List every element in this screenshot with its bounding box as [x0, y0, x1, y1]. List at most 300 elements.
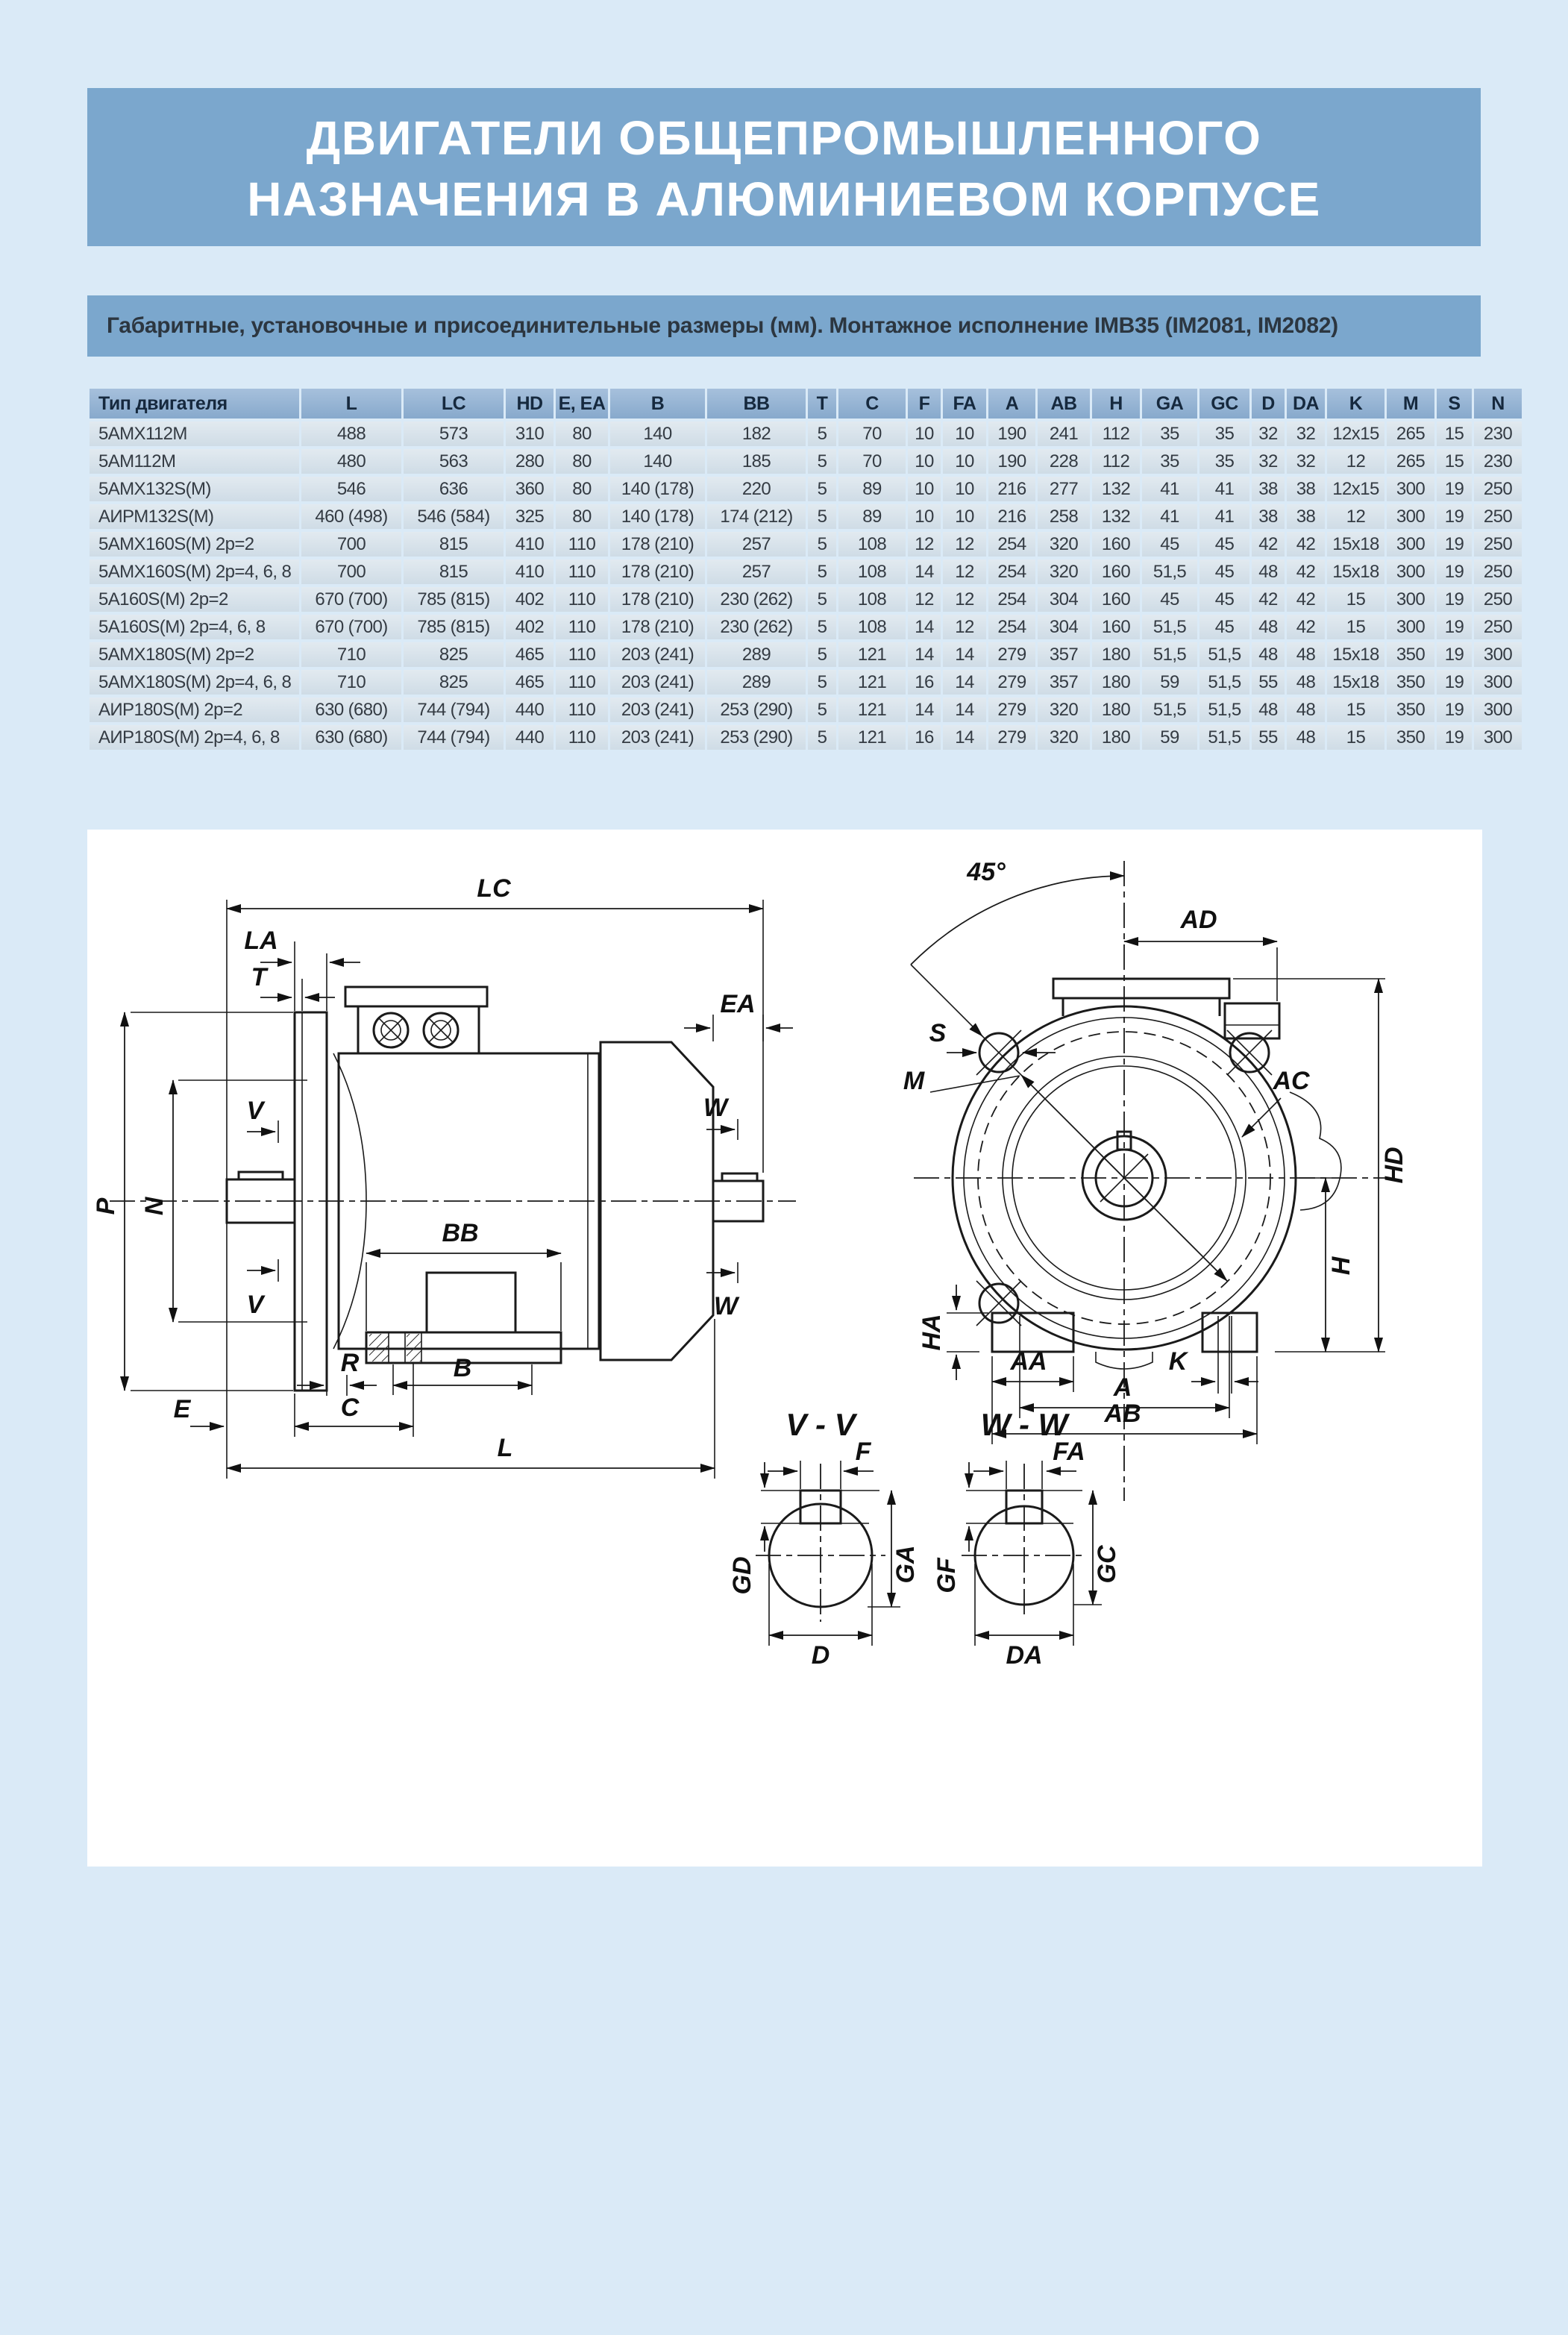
table-row [90, 725, 1522, 750]
dimension-cell: 5 [808, 670, 836, 695]
dimension-cell: 700 [301, 560, 401, 584]
dimension-cell: 51,5 [1199, 698, 1249, 722]
table-header-row [90, 389, 1522, 419]
dimension-cell: 178 (210) [610, 615, 705, 639]
technical-drawing [87, 830, 1482, 1867]
dimension-cell: 70 [838, 421, 906, 446]
dimension-cell: 178 (210) [610, 587, 705, 612]
dimension-cell: 546 [301, 477, 401, 501]
dimension-cell: 19 [1437, 587, 1472, 612]
column-header: K [1327, 389, 1384, 419]
dimension-cell: 241 [1038, 421, 1090, 446]
column-header: DA [1287, 389, 1325, 419]
dimension-cell: 108 [838, 560, 906, 584]
dimension-cell: 180 [1092, 725, 1140, 750]
dimension-cell: 89 [838, 477, 906, 501]
dimension-cell: 14 [943, 670, 986, 695]
dimension-cell: 160 [1092, 615, 1140, 639]
dimension-cell: 180 [1092, 670, 1140, 695]
dimension-cell: 32 [1252, 449, 1285, 474]
column-header: HD [506, 389, 553, 419]
dimension-cell: 563 [404, 449, 504, 474]
column-header: E, EA [556, 389, 608, 419]
dimension-cell: 10 [943, 421, 986, 446]
dimension-cell: 350 [1387, 670, 1434, 695]
dimension-cell: 5 [808, 449, 836, 474]
dimension-cell: 815 [404, 560, 504, 584]
dimension-cell: 402 [506, 587, 553, 612]
table-row [90, 615, 1522, 639]
dimension-cell: 12 [943, 560, 986, 584]
motor-type-cell: 5АМ112М [90, 449, 299, 474]
dimension-cell: 744 (794) [404, 698, 504, 722]
dimension-cell: 160 [1092, 532, 1140, 557]
column-header: AB [1038, 389, 1090, 419]
dimension-cell: 110 [556, 642, 608, 667]
motor-type-cell: 5АМХ180S(М) 2p=4, 6, 8 [90, 670, 299, 695]
column-header: C [838, 389, 906, 419]
dimension-cell: 132 [1092, 504, 1140, 529]
dimension-cell: 320 [1038, 532, 1090, 557]
dimension-cell: 10 [943, 477, 986, 501]
motor-type-cell: 5АМХ180S(М) 2p=2 [90, 642, 299, 667]
motor-type-cell: 5АМХ112М [90, 421, 299, 446]
dimension-cell: 300 [1387, 532, 1434, 557]
dimension-cell: 42 [1252, 587, 1285, 612]
title-banner [87, 88, 1481, 246]
dimension-cell: 300 [1474, 642, 1522, 667]
dimension-cell: 190 [988, 449, 1035, 474]
dimension-cell: 51,5 [1142, 560, 1197, 584]
dimension-cell: 12 [908, 587, 941, 612]
dim-label-hd: HD [1380, 1147, 1408, 1184]
dimension-cell: 320 [1038, 560, 1090, 584]
dimension-cell: 42 [1252, 532, 1285, 557]
dimension-cell: 815 [404, 532, 504, 557]
dimension-cell: 254 [988, 532, 1035, 557]
dim-label-ea: EA [720, 990, 756, 1018]
dimension-cell: 825 [404, 670, 504, 695]
dim-label-bb: BB [442, 1219, 479, 1247]
dimension-cell: 12 [1327, 504, 1384, 529]
dimension-cell: 178 (210) [610, 532, 705, 557]
dimension-cell: 257 [707, 560, 806, 584]
dimension-cell: 5 [808, 504, 836, 529]
dim-label-ga: GA [891, 1545, 920, 1584]
dimension-cell: 121 [838, 698, 906, 722]
table-row [90, 560, 1522, 584]
dimension-cell: 110 [556, 670, 608, 695]
dimension-cell: 357 [1038, 642, 1090, 667]
dimension-cell: 19 [1437, 504, 1472, 529]
dimension-cell: 10 [908, 504, 941, 529]
table-row [90, 449, 1522, 474]
dimension-cell: 279 [988, 670, 1035, 695]
dimension-cell: 15x18 [1327, 560, 1384, 584]
dimension-cell: 51,5 [1142, 698, 1197, 722]
column-header: M [1387, 389, 1434, 419]
dimension-cell: 410 [506, 532, 553, 557]
dimension-cell: 277 [1038, 477, 1090, 501]
dim-label-ac: AC [1273, 1067, 1310, 1095]
dimension-cell: 10 [908, 421, 941, 446]
dimension-cell: 279 [988, 698, 1035, 722]
dimension-cell: 38 [1252, 504, 1285, 529]
dimension-cell: 289 [707, 642, 806, 667]
dimension-cell: 636 [404, 477, 504, 501]
dim-label-a: A [1113, 1373, 1132, 1402]
dimension-cell: 310 [506, 421, 553, 446]
dimension-cell: 5 [808, 532, 836, 557]
dimension-cell: 250 [1474, 504, 1522, 529]
dimension-cell: 32 [1287, 421, 1325, 446]
dimension-cell: 350 [1387, 698, 1434, 722]
dimension-cell: 108 [838, 615, 906, 639]
table-row [90, 504, 1522, 529]
dimension-cell: 15 [1327, 615, 1384, 639]
dimension-cell: 51,5 [1199, 725, 1249, 750]
dimension-cell: 108 [838, 587, 906, 612]
dimension-cell: 80 [556, 504, 608, 529]
dimension-cell: 216 [988, 477, 1035, 501]
dimension-cell: 250 [1474, 587, 1522, 612]
dimension-cell: 230 [1474, 421, 1522, 446]
dimension-cell: 55 [1252, 670, 1285, 695]
subtitle-bar [87, 295, 1481, 357]
dimension-cell: 325 [506, 504, 553, 529]
table-row [90, 670, 1522, 695]
dimension-cell: 254 [988, 615, 1035, 639]
dimension-cell: 112 [1092, 421, 1140, 446]
dimension-cell: 32 [1252, 421, 1285, 446]
dimension-cell: 304 [1038, 587, 1090, 612]
dimension-cell: 51,5 [1142, 615, 1197, 639]
dimension-cell: 38 [1252, 477, 1285, 501]
dimension-cell: 51,5 [1199, 642, 1249, 667]
dimension-cell: 5 [808, 642, 836, 667]
column-header: B [610, 389, 705, 419]
dimension-cell: 5 [808, 560, 836, 584]
table-row [90, 421, 1522, 446]
dim-label-lc: LC [477, 874, 511, 903]
dimension-cell: 573 [404, 421, 504, 446]
dimension-cell: 15x18 [1327, 642, 1384, 667]
column-header: LC [404, 389, 504, 419]
dimension-cell: 5 [808, 587, 836, 612]
dimension-cell: 670 (700) [301, 615, 401, 639]
dimension-cell: 35 [1199, 449, 1249, 474]
dimension-cell: 140 [610, 421, 705, 446]
dimension-cell: 265 [1387, 449, 1434, 474]
dimension-cell: 230 (262) [707, 587, 806, 612]
dimension-cell: 5 [808, 698, 836, 722]
dimension-cell: 785 (815) [404, 615, 504, 639]
dimension-cell: 320 [1038, 725, 1090, 750]
dimension-cell: 360 [506, 477, 553, 501]
dim-label-b: B [453, 1354, 472, 1382]
dimension-cell: 12 [943, 615, 986, 639]
dim-label-h: H [1327, 1256, 1355, 1276]
dimension-cell: 12 [1327, 449, 1384, 474]
section-vv [728, 1407, 920, 1670]
table-row [90, 477, 1522, 501]
table-row [90, 698, 1522, 722]
dimension-cell: 48 [1287, 670, 1325, 695]
dimension-cell: 15x18 [1327, 670, 1384, 695]
column-header: H [1092, 389, 1140, 419]
dimension-cell: 10 [943, 449, 986, 474]
dimension-cell: 48 [1252, 642, 1285, 667]
column-header: FA [943, 389, 986, 419]
dimension-cell: 160 [1092, 560, 1140, 584]
dimension-cell: 465 [506, 670, 553, 695]
column-header: BB [707, 389, 806, 419]
dim-label-fa: FA [1053, 1438, 1085, 1466]
dimension-cell: 670 (700) [301, 587, 401, 612]
dimension-cell: 42 [1287, 615, 1325, 639]
dimension-cell: 45 [1199, 615, 1249, 639]
dim-label-e: E [173, 1395, 191, 1423]
dimension-cell: 108 [838, 532, 906, 557]
dimension-cell: 41 [1199, 504, 1249, 529]
dimension-cell: 15 [1327, 725, 1384, 750]
dimension-cell: 220 [707, 477, 806, 501]
section-title-vv: V - V [785, 1407, 856, 1442]
dimension-cell: 190 [988, 421, 1035, 446]
dimension-cell: 41 [1199, 477, 1249, 501]
dimension-cell: 250 [1474, 615, 1522, 639]
dimension-cell: 112 [1092, 449, 1140, 474]
dimension-cell: 250 [1474, 532, 1522, 557]
dimension-cell: 160 [1092, 587, 1140, 612]
dimension-cell: 19 [1437, 642, 1472, 667]
dimension-cell: 110 [556, 560, 608, 584]
dimension-cell: 42 [1287, 532, 1325, 557]
dimension-cell: 48 [1252, 698, 1285, 722]
table-row [90, 642, 1522, 667]
dim-label-s: S [929, 1019, 947, 1047]
dimension-cell: 45 [1142, 587, 1197, 612]
dimension-cell: 230 (262) [707, 615, 806, 639]
dimension-cell: 140 [610, 449, 705, 474]
dimension-cell: 203 (241) [610, 725, 705, 750]
dimension-cell: 488 [301, 421, 401, 446]
dimension-cell: 19 [1437, 698, 1472, 722]
dimension-cell: 41 [1142, 477, 1197, 501]
column-header: GC [1199, 389, 1249, 419]
dimension-cell: 300 [1474, 670, 1522, 695]
dim-label-gc: GC [1093, 1545, 1121, 1584]
dim-label-gd: GD [728, 1556, 756, 1595]
dimension-cell: 55 [1252, 725, 1285, 750]
dimension-cell: 279 [988, 725, 1035, 750]
dimension-cell: 180 [1092, 642, 1140, 667]
dim-label-n: N [140, 1197, 169, 1216]
dimension-cell: 300 [1387, 504, 1434, 529]
dimension-cell: 110 [556, 725, 608, 750]
dimension-cell: 14 [908, 560, 941, 584]
dimension-cell: 630 (680) [301, 725, 401, 750]
dimension-cell: 14 [943, 642, 986, 667]
column-header: N [1474, 389, 1522, 419]
motor-type-cell: 5А160S(М) 2p=4, 6, 8 [90, 615, 299, 639]
column-header: GA [1142, 389, 1197, 419]
dimension-cell: 70 [838, 449, 906, 474]
dimension-cell: 10 [908, 449, 941, 474]
motor-type-cell: АИРМ132S(М) [90, 504, 299, 529]
subtitle-text: Габаритные, установочные и присоединительные размеры (мм). Монтажное исполнение IMB35 (IM2081, IM2082) [107, 313, 1338, 338]
dim-label-gf: GF [932, 1558, 961, 1593]
dimension-cell: 174 (212) [707, 504, 806, 529]
dimension-cell: 14 [943, 725, 986, 750]
dimension-cell: 15x18 [1327, 532, 1384, 557]
dimension-cell: 110 [556, 615, 608, 639]
dimension-cell: 180 [1092, 698, 1140, 722]
motor-type-cell: 5А160S(М) 2p=2 [90, 587, 299, 612]
dimension-cell: 185 [707, 449, 806, 474]
dimension-cell: 357 [1038, 670, 1090, 695]
dimension-cell: 203 (241) [610, 642, 705, 667]
dimension-cell: 32 [1287, 449, 1325, 474]
dimension-cell: 45 [1142, 532, 1197, 557]
section-title-ww: W - W [980, 1407, 1068, 1442]
dimension-cell: 300 [1474, 698, 1522, 722]
dimension-cell: 785 (815) [404, 587, 504, 612]
dimension-cell: 48 [1287, 725, 1325, 750]
dimension-cell: 48 [1287, 698, 1325, 722]
dimension-cell: 465 [506, 642, 553, 667]
front-view [903, 858, 1408, 1501]
dim-label-aa: AA [1010, 1347, 1047, 1376]
dimension-cell: 80 [556, 421, 608, 446]
dimension-cell: 80 [556, 477, 608, 501]
dimension-cell: 16 [908, 725, 941, 750]
dim-label-l: L [497, 1434, 513, 1462]
dimension-cell: 182 [707, 421, 806, 446]
dimension-cell: 12 [908, 532, 941, 557]
column-header: T [808, 389, 836, 419]
dimension-cell: 48 [1252, 615, 1285, 639]
motor-type-cell: 5АМХ160S(М) 2p=2 [90, 532, 299, 557]
dimension-cell: 203 (241) [610, 670, 705, 695]
dimension-cell: 14 [908, 615, 941, 639]
dimension-cell: 15 [1327, 698, 1384, 722]
dimensions-table [87, 386, 1524, 753]
dimension-cell: 203 (241) [610, 698, 705, 722]
page-title-line2: НАЗНАЧЕНИЯ В АЛЮМИНИЕВОМ КОРПУСЕ [247, 172, 1321, 226]
dimension-cell: 42 [1287, 587, 1325, 612]
dimension-cell: 230 [1474, 449, 1522, 474]
dimension-cell: 48 [1287, 642, 1325, 667]
drawing-panel [87, 830, 1482, 1867]
dimension-cell: 14 [908, 698, 941, 722]
side-view [92, 874, 796, 1479]
dimension-cell: 19 [1437, 477, 1472, 501]
dimension-cell: 35 [1142, 449, 1197, 474]
dimension-cell: 710 [301, 642, 401, 667]
dimension-cell: 59 [1142, 725, 1197, 750]
cut-label-v-top: V [246, 1097, 264, 1125]
dimension-cell: 35 [1142, 421, 1197, 446]
dimension-cell: 45 [1199, 560, 1249, 584]
column-header: L [301, 389, 401, 419]
dimension-cell: 289 [707, 670, 806, 695]
dimension-cell: 402 [506, 615, 553, 639]
dimension-cell: 19 [1437, 532, 1472, 557]
column-header: D [1252, 389, 1285, 419]
dimension-cell: 51,5 [1142, 642, 1197, 667]
dimension-cell: 258 [1038, 504, 1090, 529]
dimension-cell: 121 [838, 670, 906, 695]
dimension-cell: 440 [506, 698, 553, 722]
dimension-cell: 121 [838, 642, 906, 667]
dim-label-m: M [903, 1067, 925, 1095]
dimension-cell: 744 (794) [404, 725, 504, 750]
dimension-cell: 15 [1327, 587, 1384, 612]
dimension-cell: 254 [988, 560, 1035, 584]
dimension-cell: 250 [1474, 560, 1522, 584]
dimension-cell: 19 [1437, 670, 1472, 695]
dimension-cell: 12x15 [1327, 421, 1384, 446]
motor-type-cell: 5АМХ160S(М) 2p=4, 6, 8 [90, 560, 299, 584]
dimension-cell: 300 [1387, 587, 1434, 612]
cut-label-w-bottom: W [713, 1292, 738, 1320]
column-header: Тип двигателя [90, 389, 299, 419]
table-row [90, 587, 1522, 612]
dim-label-ad: AD [1180, 906, 1217, 934]
column-header: A [988, 389, 1035, 419]
dimension-cell: 59 [1142, 670, 1197, 695]
dimension-cell: 280 [506, 449, 553, 474]
dim-label-p: P [92, 1197, 120, 1215]
dimension-cell: 265 [1387, 421, 1434, 446]
dimension-cell: 121 [838, 725, 906, 750]
dimension-cell: 110 [556, 532, 608, 557]
dimension-cell: 110 [556, 698, 608, 722]
dimension-cell: 253 (290) [707, 698, 806, 722]
dimension-cell: 630 (680) [301, 698, 401, 722]
motor-type-cell: АИР180S(М) 2p=4, 6, 8 [90, 725, 299, 750]
dimension-cell: 350 [1387, 642, 1434, 667]
dimension-cell: 15 [1437, 449, 1472, 474]
dim-label-ha: HA [918, 1314, 946, 1351]
dimension-cell: 45 [1199, 587, 1249, 612]
dimension-cell: 279 [988, 642, 1035, 667]
dimension-cell: 12 [943, 532, 986, 557]
dim-label-da: DA [1006, 1641, 1043, 1670]
dim-label-45deg: 45° [967, 858, 1006, 886]
dimension-cell: 300 [1387, 560, 1434, 584]
dim-label-t: T [251, 963, 267, 991]
dimension-cell: 710 [301, 670, 401, 695]
dim-label-la: LA [244, 927, 278, 955]
motor-type-cell: 5АМХ132S(М) [90, 477, 299, 501]
dimension-cell: 320 [1038, 698, 1090, 722]
dimension-cell: 89 [838, 504, 906, 529]
dimension-cell: 15 [1437, 421, 1472, 446]
dimension-cell: 178 (210) [610, 560, 705, 584]
dimension-cell: 250 [1474, 477, 1522, 501]
dimension-cell: 253 (290) [707, 725, 806, 750]
dimension-cell: 80 [556, 449, 608, 474]
dimension-cell: 304 [1038, 615, 1090, 639]
dimension-cell: 825 [404, 642, 504, 667]
dimension-cell: 19 [1437, 560, 1472, 584]
dimension-cell: 132 [1092, 477, 1140, 501]
page-title-line1: ДВИГАТЕЛИ ОБЩЕПРОМЫШЛЕННОГО [306, 111, 1262, 165]
dimension-cell: 14 [908, 642, 941, 667]
dim-label-f: F [855, 1438, 871, 1466]
